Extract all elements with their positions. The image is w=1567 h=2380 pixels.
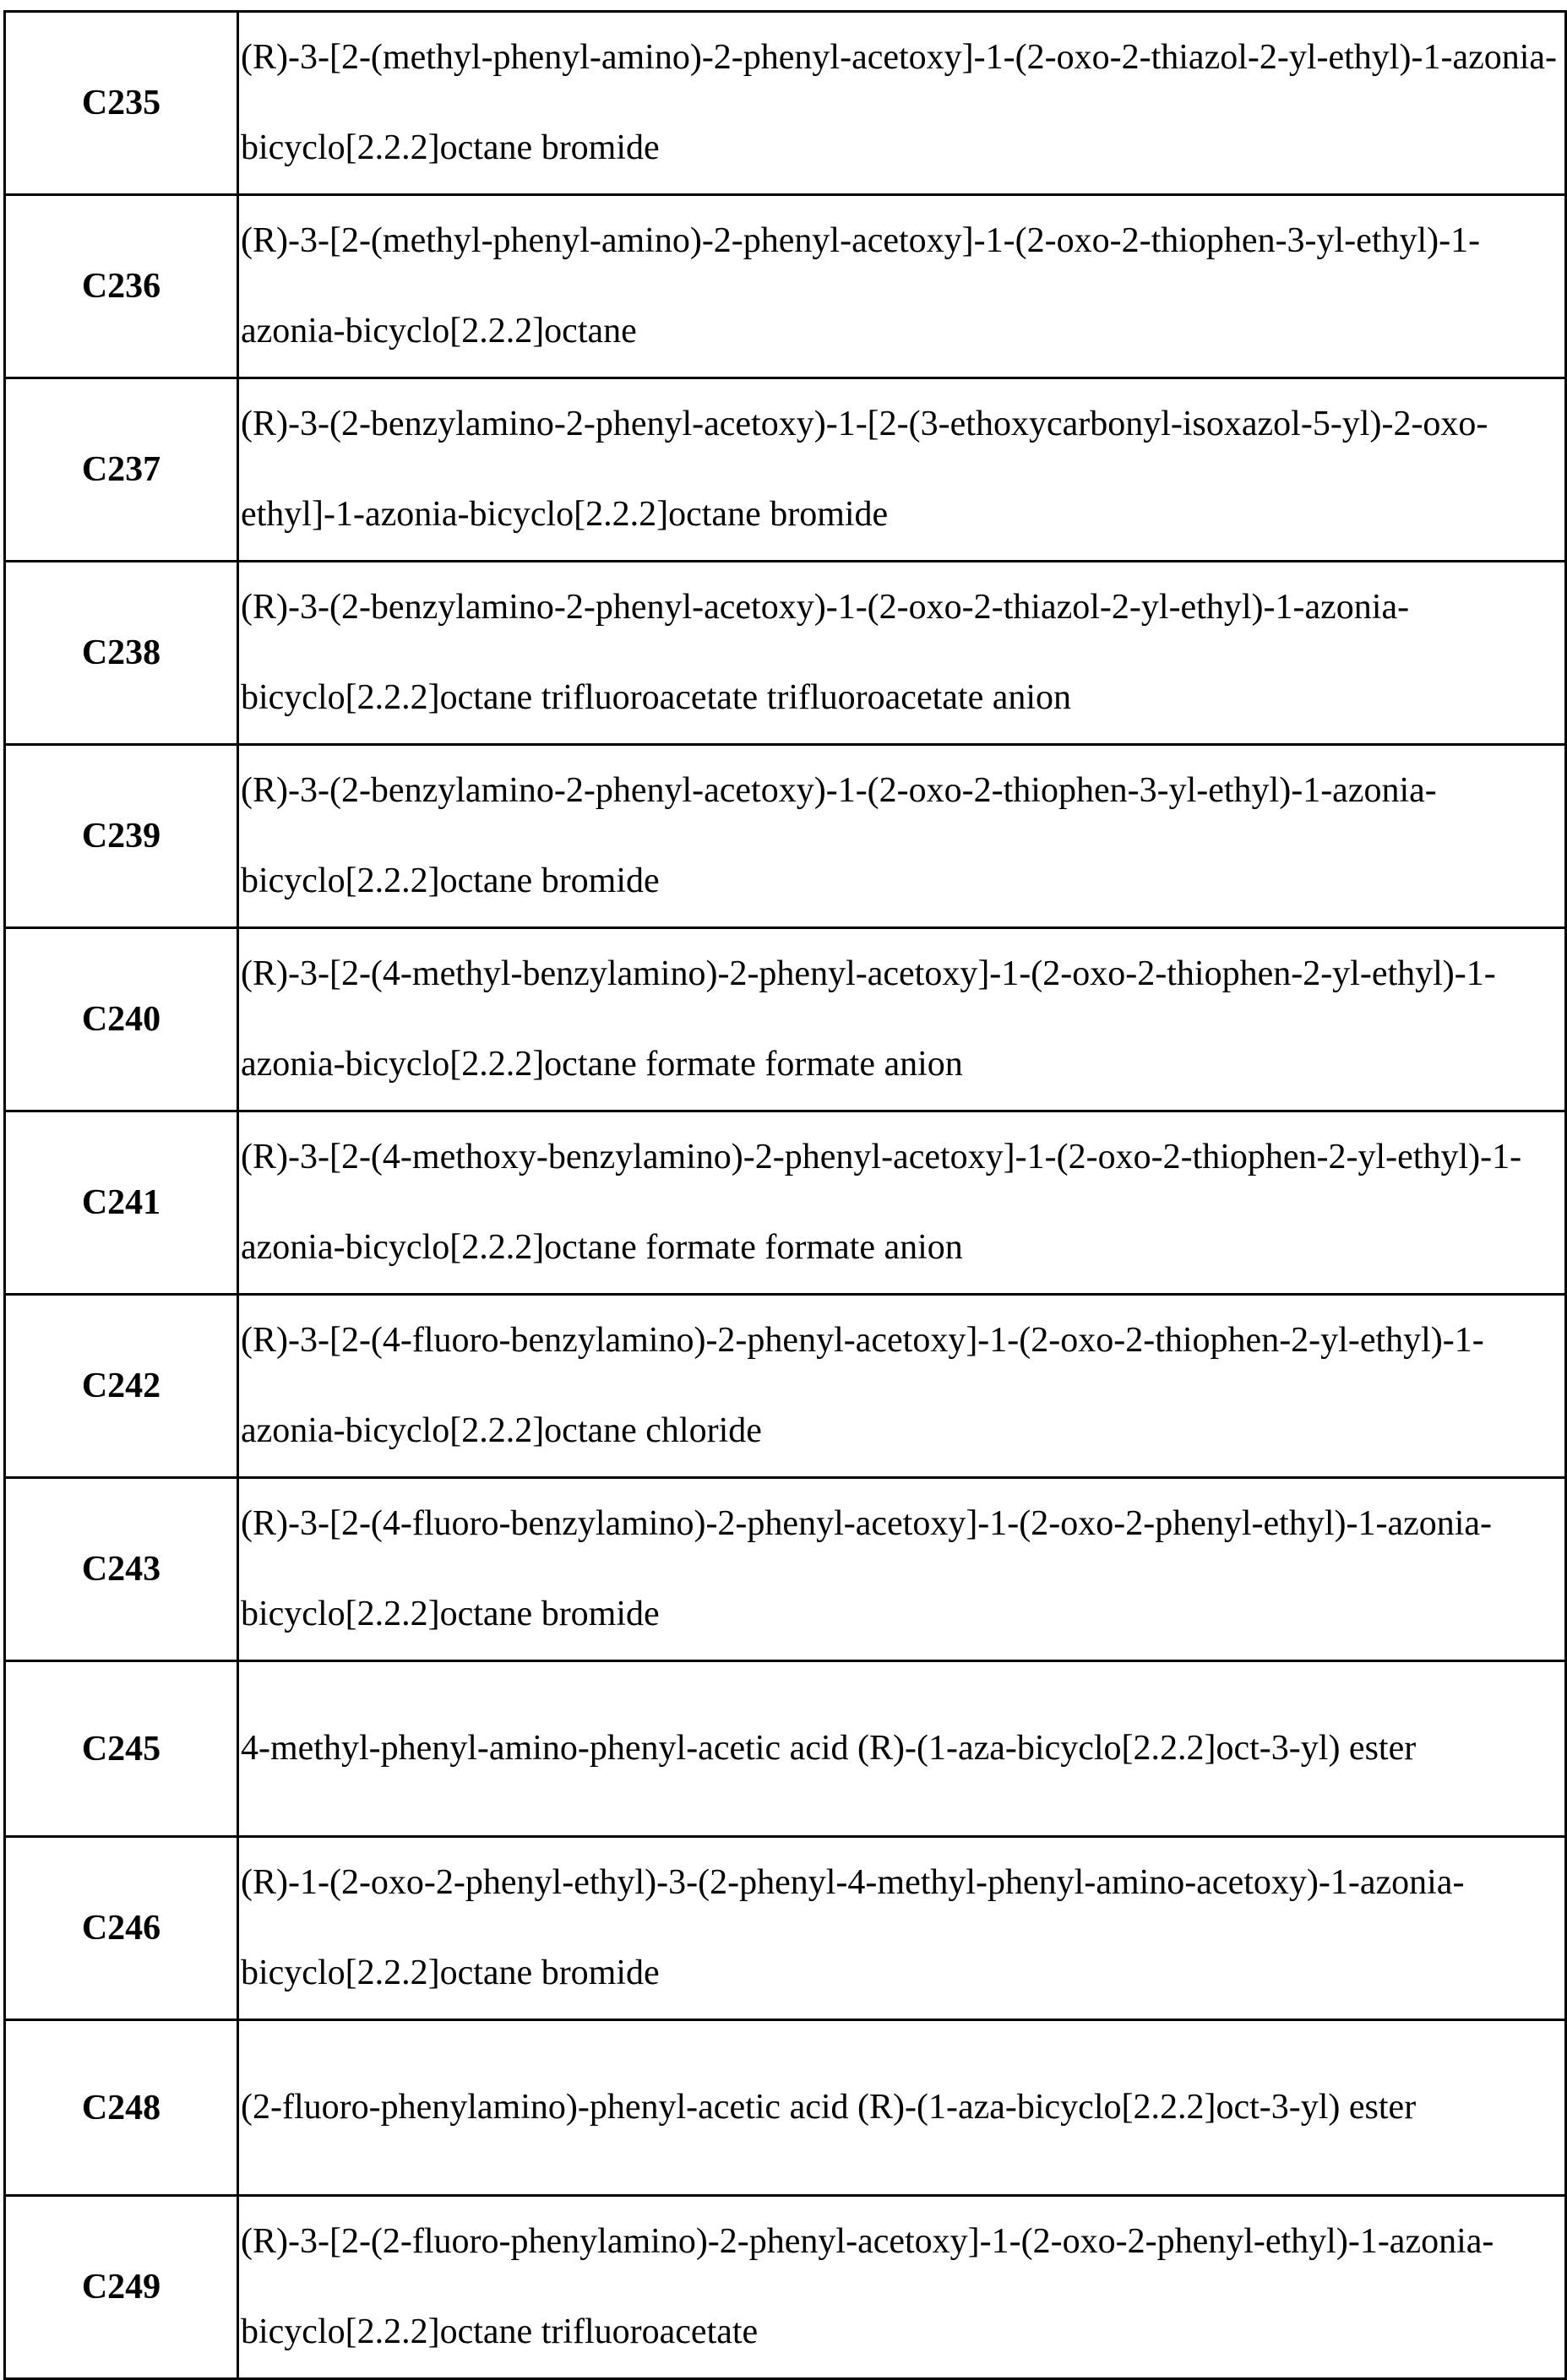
table-row	[5, 1837, 1566, 2020]
compound-name: (R)-3-(2-benzylamino-2-phenyl-acetoxy)-1-[2-(3-ethoxycarbonyl-isoxazol-5-yl)-2-oxo-ethyl]-1-azonia-bicyclo[2.2.2]octane bromide	[238, 378, 1566, 562]
table-row	[5, 2020, 1566, 2196]
table-row	[5, 1661, 1566, 1837]
compound-id: C238	[5, 562, 238, 745]
compound-id: C242	[5, 1295, 238, 1478]
compound-id: C241	[5, 1111, 238, 1295]
compound-id: C235	[5, 12, 238, 195]
table-row	[5, 1111, 1566, 1295]
compound-id: C240	[5, 928, 238, 1111]
compound-name: (R)-3-(2-benzylamino-2-phenyl-acetoxy)-1-(2-oxo-2-thiazol-2-yl-ethyl)-1-azonia-bicyclo[2.2.2]octane trifluoroacetate trifluoroacetate anion	[238, 562, 1566, 745]
table-row	[5, 195, 1566, 378]
compound-name: (R)-3-[2-(methyl-phenyl-amino)-2-phenyl-acetoxy]-1-(2-oxo-2-thiazol-2-yl-ethyl)-1-azonia-bicyclo[2.2.2]octane bromide	[238, 12, 1566, 195]
compound-table	[3, 10, 1567, 2380]
compound-name: (R)-3-[2-(methyl-phenyl-amino)-2-phenyl-acetoxy]-1-(2-oxo-2-thiophen-3-yl-ethyl)-1-azonia-bicyclo[2.2.2]octane	[238, 195, 1566, 378]
table-row	[5, 562, 1566, 745]
compound-id: C248	[5, 2020, 238, 2196]
compound-name: (R)-3-[2-(4-fluoro-benzylamino)-2-phenyl-acetoxy]-1-(2-oxo-2-phenyl-ethyl)-1-azonia-bicyclo[2.2.2]octane bromide	[238, 1478, 1566, 1661]
compound-id: C237	[5, 378, 238, 562]
compound-id: C245	[5, 1661, 238, 1837]
table-row	[5, 2196, 1566, 2379]
compound-name: (R)-3-[2-(4-fluoro-benzylamino)-2-phenyl-acetoxy]-1-(2-oxo-2-thiophen-2-yl-ethyl)-1-azonia-bicyclo[2.2.2]octane chloride	[238, 1295, 1566, 1478]
compound-name: 4-methyl-phenyl-amino-phenyl-acetic acid (R)-(1-aza-bicyclo[2.2.2]oct-3-yl) ester	[238, 1661, 1566, 1837]
compound-name: (R)-1-(2-oxo-2-phenyl-ethyl)-3-(2-phenyl-4-methyl-phenyl-amino-acetoxy)-1-azonia-bicyclo[2.2.2]octane bromide	[238, 1837, 1566, 2020]
compound-id: C243	[5, 1478, 238, 1661]
compound-name: (R)-3-[2-(2-fluoro-phenylamino)-2-phenyl-acetoxy]-1-(2-oxo-2-phenyl-ethyl)-1-azonia-bicyclo[2.2.2]octane trifluoroacetate	[238, 2196, 1566, 2379]
table-row	[5, 1295, 1566, 1478]
compound-id: C246	[5, 1837, 238, 2020]
compound-name: (R)-3-(2-benzylamino-2-phenyl-acetoxy)-1-(2-oxo-2-thiophen-3-yl-ethyl)-1-azonia-bicyclo[2.2.2]octane bromide	[238, 745, 1566, 928]
compound-id: C236	[5, 195, 238, 378]
table-row	[5, 928, 1566, 1111]
table-row	[5, 12, 1566, 195]
compound-id: C249	[5, 2196, 238, 2379]
table-row	[5, 378, 1566, 562]
compound-name: (2-fluoro-phenylamino)-phenyl-acetic acid (R)-(1-aza-bicyclo[2.2.2]oct-3-yl) ester	[238, 2020, 1566, 2196]
table-row	[5, 1478, 1566, 1661]
compound-name: (R)-3-[2-(4-methoxy-benzylamino)-2-phenyl-acetoxy]-1-(2-oxo-2-thiophen-2-yl-ethyl)-1-azonia-bicyclo[2.2.2]octane formate formate anion	[238, 1111, 1566, 1295]
compound-name: (R)-3-[2-(4-methyl-benzylamino)-2-phenyl-acetoxy]-1-(2-oxo-2-thiophen-2-yl-ethyl)-1-azonia-bicyclo[2.2.2]octane formate formate anion	[238, 928, 1566, 1111]
compound-id: C239	[5, 745, 238, 928]
table-row	[5, 745, 1566, 928]
